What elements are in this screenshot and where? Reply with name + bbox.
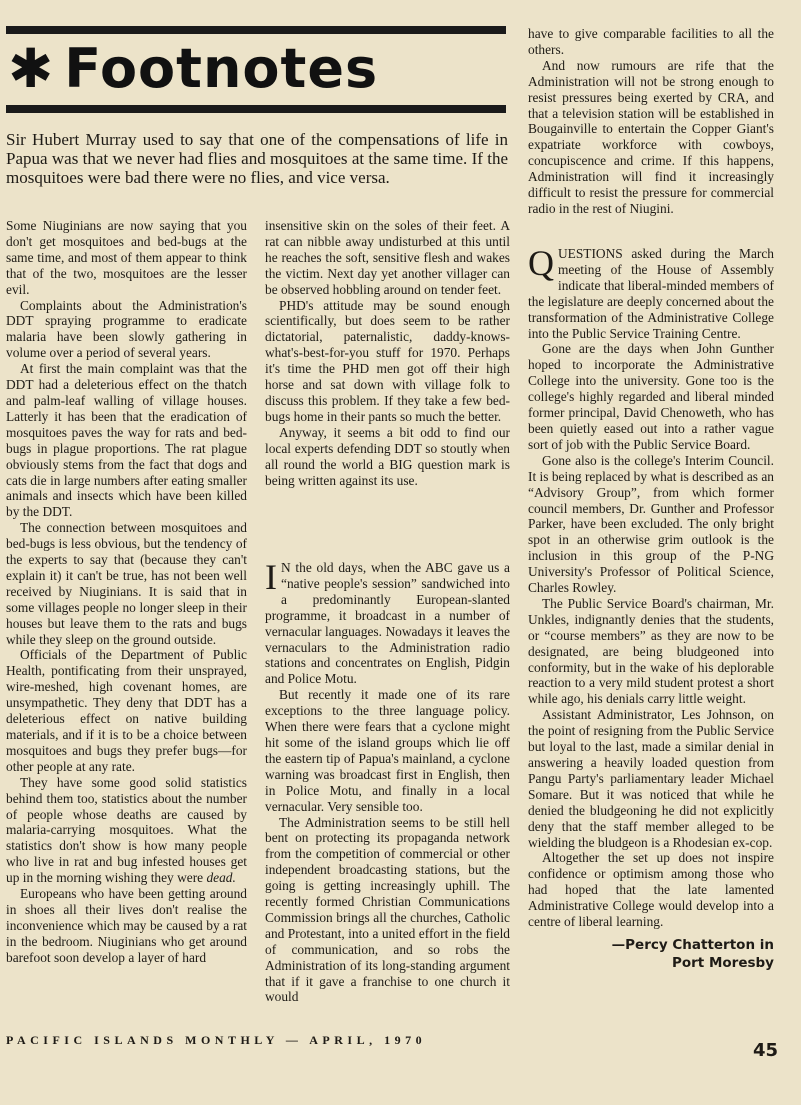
paragraph-text: UESTIONS asked during the March meeting of the House of Assembly indicate that liberal-minded members of the legislature are deeply concerned about the transformation of the Administrative College into the Public Service Training Centre. <box>528 246 774 341</box>
drop-cap: Q <box>528 243 554 283</box>
header-rule-bottom <box>6 105 506 113</box>
running-footer: PACIFIC ISLANDS MONTHLY — APRIL, 1970 <box>6 1033 427 1047</box>
paragraph-text: N the old days, when the ABC gave us a “native people's session” sandwiched into a predominantly European-slanted programme, it broadcast in a number of vernacular languages. Nowadays it leaves the vernaculars to the Administration radio stations and concentrates on English, Pidgin and Police Motu. <box>265 560 510 687</box>
paragraph: The Public Service Board's chairman, Mr. Unkles, indignantly denies that the students, or “course members” as they are now to be designated, are being bludgeoned into conformity, but in the wake of his deplorable reaction to a very mild student protest a short while ago, his denials carry little weight. <box>528 595 774 707</box>
paragraph-text: They have some good solid statistics behind them too, statistics about the number of people whose deaths are caused by malaria-carrying mosquitoes. What the statistics don't show is how many people who live in rat and bug infested houses get up in the morning wishing they were <box>6 774 247 886</box>
paragraph: Gone also is the college's Interim Council. It is being replaced by what is described as an “Advisory Group”, from which former council members, Dr. Gunther and Professor Parker, have been excluded. The only bright spot in an otherwise grim outlook is the inclusion in this group of the P-NG University's Professor of Political Science, Charles Rowley. <box>528 452 774 596</box>
page-title <box>8 36 508 102</box>
drop-cap: I <box>265 557 277 597</box>
emphasis-text: dead. <box>206 870 236 886</box>
paragraph: insensitive skin on the soles of their feet. A rat can nibble away undisturbed at this until he reaches the soft, sensitive flesh and wakes the victim. Next day yet another villager can be observed hobbling around on tender feet. <box>265 218 510 297</box>
paragraph: And now rumours are rife that the Administration will not be strong enough to resist pressures being exerted by CRA, and that a television station will be established in Bougainville to entertain the Copper Giant's expatriate workforce with cowboys, concupiscence and crime. If this happens, Administration will find it increasingly difficult to resist the pressure for commercial radio in the rest of Niugini. <box>528 57 774 216</box>
paragraph <box>6 775 247 886</box>
paragraph: The connection between mosquitoes and bed-bugs is less obvious, but the tendency of the experts to say that (because they can't explain it) it can't be true, has not been well received by Niuginians. It is said that in some villages people no longer sleep in their houses but leave them to the rats and bugs while they sleep on the ground outside. <box>6 520 247 647</box>
asterisk-icon: ✱ <box>8 37 55 100</box>
article-column-3-section <box>528 243 774 972</box>
paragraph: Anyway, it seems a bit odd to find our local experts defending DDT so stoutly when all round the world a BIG question mark is being written against its use. <box>265 424 510 488</box>
paragraph: Altogether the set up does not inspire confidence or optimism among those who had hoped that the late lamented Administrative College would develop into a centre of liberal learning. <box>528 850 774 930</box>
signature-line: Port Moresby <box>671 954 774 971</box>
title-text: Footnotes <box>64 37 379 100</box>
paragraph: PHD's attitude may be sound enough scientifically, but does seem to be rather dictatorial, paternalistic, daddy-knows-what's-best-for-you stuff for 1970. Perhaps it's time the PHD men got off their high horse and sat down with village folk to discuss this problem. If they take a few bed-bugs home in their pants so much the better. <box>265 297 510 424</box>
article-column-2-top <box>265 218 510 488</box>
paragraph: have to give comparable facilities to all the others. <box>528 26 774 57</box>
header-rule-top <box>6 26 506 34</box>
paragraph: But recently it made one of its rare exceptions to the three language policy. When there were fears that a cyclone might hit some of the island groups which lie off the eastern tip of Papua's mainland, a cyclone warning was broadcast first in English, then in Police Motu, and finally in a local vernacular. Very sensible too. <box>265 687 510 814</box>
paragraph: The Administration seems to be still hell bent on protecting its propaganda network from the competition of commercial or other independent broadcasting stations, but the going is getting increasingly uphill. The recently formed Christian Communications Commission brings all the churches, Catholic and Protestant, into a united effort in the field of communication, and so robs the Administration of its long-standing argument that if it gave a franchise to one church it would <box>265 814 510 1005</box>
paragraph: Complaints about the Administration's DDT spraying programme to eradicate malaria have been slowly gathering in volume over a period of several years. <box>6 297 247 361</box>
article-column-3-top <box>528 26 774 217</box>
paragraph: At first the main complaint was that the DDT had a deleterious effect on the thatch and palm-leaf walling of village houses. Latterly it has been that the eradication of mosquitoes paves the way for rats and bed-bugs in plague proportions. The rat plague obviously stems from the fact that dogs and cats die in large numbers after eating smaller animals and insects which have been killed by the DDT. <box>6 361 247 520</box>
paragraph: Assistant Administrator, Les Johnson, on the point of resigning from the Public Service but loyal to the last, made a similar denial in answering a heavily loaded question from Pangu Party's parliamentary leader Michael Somare. But it was noticed that while he denied the bludgeoning he did not explicitly deny that the staff member alleged to be wielding the bludgeon is a Rhodesian ex-cop. <box>528 707 774 850</box>
author-signature <box>528 936 774 972</box>
paragraph: Some Niuginians are now saying that you don't get mosquitoes and bed-bugs at the same time, and most of them appear to think that of the two, mosquitoes are the lesser evil. <box>6 218 247 297</box>
paragraph: Officials of the Department of Public Health, pontificating from their unsprayed, wire-meshed, high covenant homes, are unsympathetic. They deny that DDT has a deleterious effect on native building materials, and if it is to be a choice between mosquitoes and bugs they prefer bugs—for other people at any rate. <box>6 647 247 774</box>
signature-line: —Percy Chatterton in <box>611 936 774 953</box>
paragraph: Europeans who have been getting around in shoes all their lives don't realise the inconvenience which may be caused by a rat in the bedroom. Niuginians who get around barefoot soon develop a layer of hard <box>6 886 247 965</box>
paragraph <box>528 243 774 341</box>
page-number: 45 <box>753 1040 779 1061</box>
paragraph <box>265 557 510 687</box>
intro-paragraph: Sir Hubert Murray used to say that one of the compensations of life in Papua was that we never had flies and mosquitoes at the same time. If the mosquitoes were bad there were no flies, and vice versa. <box>6 130 508 187</box>
paragraph: Gone are the days when John Gunther hoped to incorporate the Administrative College into the university. Gone too is the college's highly regarded and liberal minded former principal, David Chenoweth, who has been quietly eased out into a rather vague sort of job with the Public Service Board. <box>528 341 774 452</box>
article-column-1 <box>6 218 247 966</box>
article-column-2-section <box>265 557 510 1005</box>
